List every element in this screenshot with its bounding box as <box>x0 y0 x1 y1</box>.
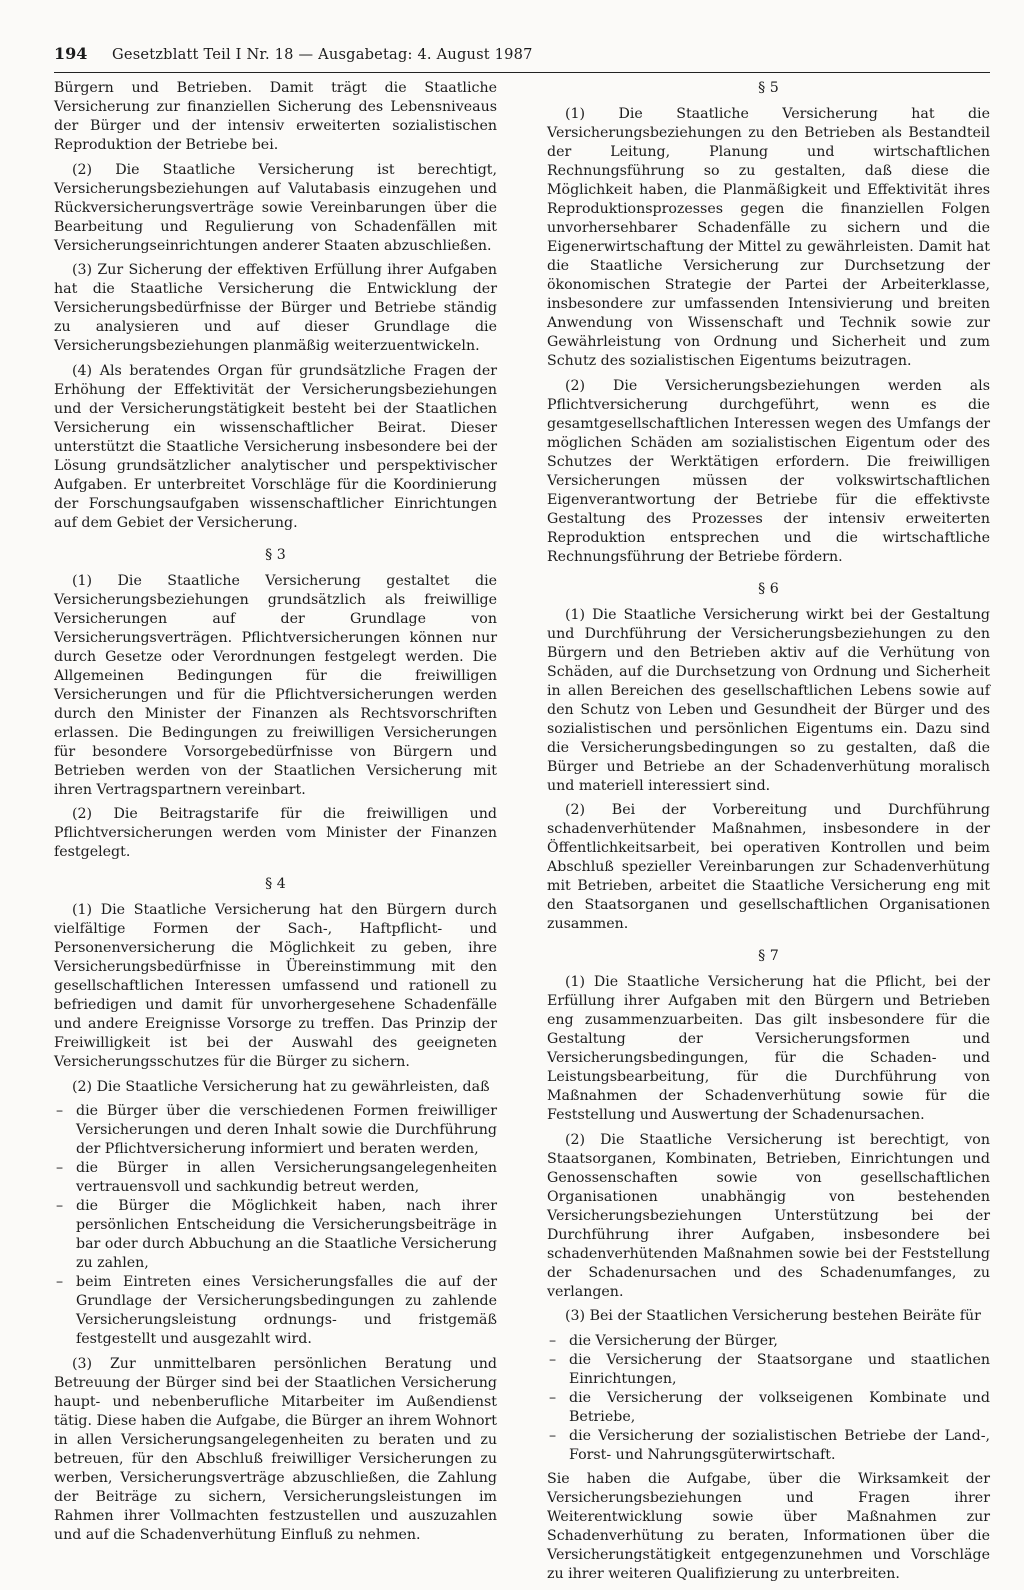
paragraph-s7-3: (3) Bei der Staatlichen Versicherung bestehen Beiräte für <box>565 1308 981 1324</box>
list-s4-2 <box>54 1102 497 1349</box>
list-item: – die Versicherung der Bürger, <box>547 1332 990 1351</box>
list-item: – die Bürger die Möglichkeit haben, nach ihrer persönlichen Entscheidung die Versicherungsbeiträge in bar oder durch Abbuchung an die Staatliche Versicherung zu zahlen, <box>54 1197 497 1273</box>
paragraph-s2-4: (4) Als beratendes Organ für grundsätzliche Fragen der Erhöhung der Effektivität der Versicherungsbeziehungen und der Versicherungstätigkeit besteht bei der Staatlichen Versicherung ein wissenschaftlicher Beirat. Dieser unterstützt die Staatliche Versicherung insbesondere bei der Lösung grundsätzlicher analytischer und perspektivischer Aufgaben. Er unterbreitet Vorschläge für die Koordinierung der Forschungsaufgaben wissenschaftlicher Einrichtungen auf dem Gebiet der Versicherung. <box>54 362 497 531</box>
list-item: – die Bürger über die verschiedenen Formen freiwilliger Versicherungen und deren Inhalt sowie die Durchführung der Pflichtversicherung informiert und beraten werden, <box>54 1102 497 1159</box>
paragraph-s3-2: (2) Die Beitragstarife für die freiwilligen und Pflichtversicherungen werden vom Minister der Finanzen festgelegt. <box>54 806 497 860</box>
list-item: – die Versicherung der volkseigenen Kombinate und Betriebe, <box>547 1389 990 1427</box>
list-item: – beim Eintreten eines Versicherungsfalles die auf der Grundlage der Versicherungsbedingungen zu zahlende Versicherungsleistung ordnungs- und fristgemäß festgestellt und ausgezahlt wird. <box>54 1273 497 1349</box>
paragraph-s6-1: (1) Die Staatliche Versicherung wirkt bei der Gestaltung und Durchführung der Versicherungsbeziehungen zu den Bürgern und den Betrieben aktiv auf die Verhütung von Schäden, auf die Durchsetzung von Ordnung und Sicherheit in allen Bereichen des gesellschaftlichen Lebens sowie auf den Schutz von Leben und Gesundheit der Bürger und des sozialistischen und persönlichen Eigentums ein. Dazu sind die Versicherungsbedingungen so zu gestalten, daß die Bürger und Betriebe an der Schadenverhütung moralisch und materiell interessiert sind. <box>547 606 990 794</box>
text-columns <box>54 79 990 1590</box>
right-column <box>547 79 990 1590</box>
paragraph-s6-2: (2) Bei der Vorbereitung und Durchführung schadenverhütender Maßnahmen, insbesondere in der Öffentlichkeitsarbeit, bei operativen Kontrollen und beim Abschluß spezieller Vereinbarungen zur Schadenverhütung mit Betrieben, arbeitet die Staatliche Versicherung eng mit den Staatsorganen und gesellschaftlichen Organisationen zusammen. <box>547 802 990 932</box>
page-number: 194 <box>54 44 88 63</box>
paragraph-s2-2: (2) Die Staatliche Versicherung ist berechtigt, Versicherungsbeziehungen auf Valutabasis einzugehen und Rückversicherungsverträge sowie Vereinbarungen über die Bearbeitung und Regulierung von Schadenfällen mit Versicherungseinrichtungen anderer Staaten abzuschließen. <box>54 161 497 254</box>
section-heading-3: § 3 <box>265 546 286 563</box>
running-head: Gesetzblatt Teil I Nr. 18 — Ausgabetag: 4. August 1987 <box>112 46 533 63</box>
page-header <box>54 44 990 73</box>
paragraph-s4-2: (2) Die Staatliche Versicherung hat zu gewährleisten, daß <box>72 1078 490 1095</box>
paragraph-continued: Bürgern und Betrieben. Damit trägt die Staatliche Versicherung zur finanziellen Sicherung des Lebensniveaus der Bürger und der intensiv erweiterten sozialistischen Reproduktion der Betriebe bei. <box>54 80 497 153</box>
list-item: – die Versicherung der sozialistischen Betriebe der Land-, Forst- und Nahrungsgüterwirtschaft. <box>547 1427 990 1465</box>
paragraph-s5-1: (1) Die Staatliche Versicherung hat die Versicherungsbeziehungen zu den Betrieben als Bestandteil der Leitung, Planung und wirtschaftlichen Rechnungsführung so zu gestalten, daß diese die Möglichkeit haben, die Planmäßigkeit und Effektivität ihres Reproduktionsprozesses gegen die finanziellen Folgen unvorhersehbarer Schadenfälle zu sichern und die Eigenerwirtschaftung der Mittel zu gewährleisten. Damit hat die Staatliche Versicherung zur Durchsetzung der ökonomischen Strategie der Partei der Arbeiterklasse, insbesondere zur umfassenden Intensivierung und breiten Anwendung von Wissenschaft und Technik sowie zur Gewährleistung von Ordnung und Sicherheit und zum Schutz des sozialistischen Eigentums beizutragen. <box>547 106 990 369</box>
paragraph-s7-1: (1) Die Staatliche Versicherung hat die Pflicht, bei der Erfüllung ihrer Aufgaben mit den Bürgern und Betrieben eng zusammenzuarbeiten. Das gilt insbesondere für die Gestaltung der Versicherungsformen und Versicherungsbedingungen, für die Schaden- und Leistungsbearbeitung, für die Durchführung von Maßnahmen der Schadenverhütung sowie für die Feststellung und Auswertung der Schadenursachen. <box>547 974 990 1123</box>
paragraph-s4-1: (1) Die Staatliche Versicherung hat den Bürgern durch vielfältige Formen der Sach-, Haftpflicht- und Personenversicherung die Möglichkeit zu geben, ihre Versicherungsbedürfnisse in Übereinstimmung mit den gesellschaftlichen Interessen umfassend und rationell zu befriedigen und damit für unvorhergesehene Schadenfälle und andere Ereignisse Vorsorge zu treffen. Das Prinzip der Freiwilligkeit ist bei der Auswahl des geeigneten Versicherungsschutzes für die Bürger zu sichern. <box>54 902 497 1070</box>
left-column <box>54 79 497 1590</box>
section-heading-6: § 6 <box>758 580 779 597</box>
list-item: – die Bürger in allen Versicherungsangelegenheiten vertrauensvoll und sachkundig betreut werden, <box>54 1159 497 1197</box>
paragraph-s3-1: (1) Die Staatliche Versicherung gestaltet die Versicherungsbeziehungen grundsätzlich als freiwillige Versicherungen auf der Grundlage von Versicherungsverträgen. Pflichtversicherungen können nur durch Gesetze oder Verordnungen festgelegt werden. Die Allgemeinen Bedingungen für die freiwilligen Versicherungen und für die Pflichtversicherungen werden durch den Minister der Finanzen als Rechtsvorschriften erlassen. Die Bedingungen zu freiwilligen Versicherungen für besondere Vorsorgebedürfnisse von Bürgern und Betrieben werden von der Staatlichen Versicherung mit ihren Vertragspartnern vereinbart. <box>54 572 497 798</box>
section-heading-7: § 7 <box>758 948 779 964</box>
list-item: – die Versicherung der Staatsorgane und staatlichen Einrichtungen, <box>547 1351 990 1389</box>
paragraph-s7-2: (2) Die Staatliche Versicherung ist berechtigt, von Staatsorganen, Kombinaten, Betrieben, Einrichtungen und Genossenschaften sowie von gesellschaftlichen Organisationen unabhängig von bestehenden Versicherungsbeziehungen Unterstützung bei der Durchführung ihrer Aufgaben, insbesondere bei schadenverhütenden Maßnahmen sowie bei der Feststellung der Schadenursachen und des Schadenumfanges, zu verlangen. <box>547 1131 990 1300</box>
paragraph-s2-3: (3) Zur Sicherung der effektiven Erfüllung ihrer Aufgaben hat die Staatliche Versicherung die Entwicklung der Versicherungsbedürfnisse der Bürger und Betriebe ständig zu analysieren und auf dieser Grundlage die Versicherungsbeziehungen planmäßig weiterzuentwickeln. <box>54 262 497 354</box>
paragraph-s7-closing: Sie haben die Aufgabe, über die Wirksamkeit der Versicherungsbeziehungen und Fragen ihrer Weiterentwicklung sowie über Maßnahmen zur Schadenverhütung zu beraten, Informationen über die Versicherungstätigkeit entgegenzunehmen und Vorschläge zu ihrer weiteren Qualifizierung zu unterbreiten. <box>547 1471 990 1582</box>
list-s7-3 <box>547 1332 990 1465</box>
section-heading-5: § 5 <box>758 80 779 96</box>
section-heading-4: § 4 <box>265 876 286 892</box>
paragraph-s4-3: (3) Zur unmittelbaren persönlichen Beratung und Betreuung der Bürger sind bei der Staatlichen Versicherung haupt- und nebenberufliche Mitarbeiter im Außendienst tätig. Diese haben die Aufgabe, die Bürger an ihrem Wohnort in allen Versicherungsangelegenheiten zu beraten und zu betreuen, für den Abschluß freiwilliger Versicherungen zu werben, Versicherungsverträge abzuschließen, die Zahlung der Beiträge zu sichern, Versicherungsleistungen im Rahmen ihrer Vollmachten festzustellen und auszuzahlen und auf die Schadenverhütung Einfluß zu nehmen. <box>54 1355 497 1543</box>
paragraph-s5-2: (2) Die Versicherungsbeziehungen werden als Pflichtversicherung durchgeführt, wenn es die gesamtgesellschaftlichen Interessen wegen des Umfangs der möglichen Schäden am sozialistischen Eigentum oder des Schutzes der Werktätigen erfordern. Die freiwilligen Versicherungen müssen der volkswirtschaftlichen Eigenverantwortung der Betriebe für die effektivste Gestaltung des Prozesses der intensiv erweiterten Reproduktion entsprechen und die wirtschaftliche Rechnungsführung der Betriebe fördern. <box>547 377 990 565</box>
